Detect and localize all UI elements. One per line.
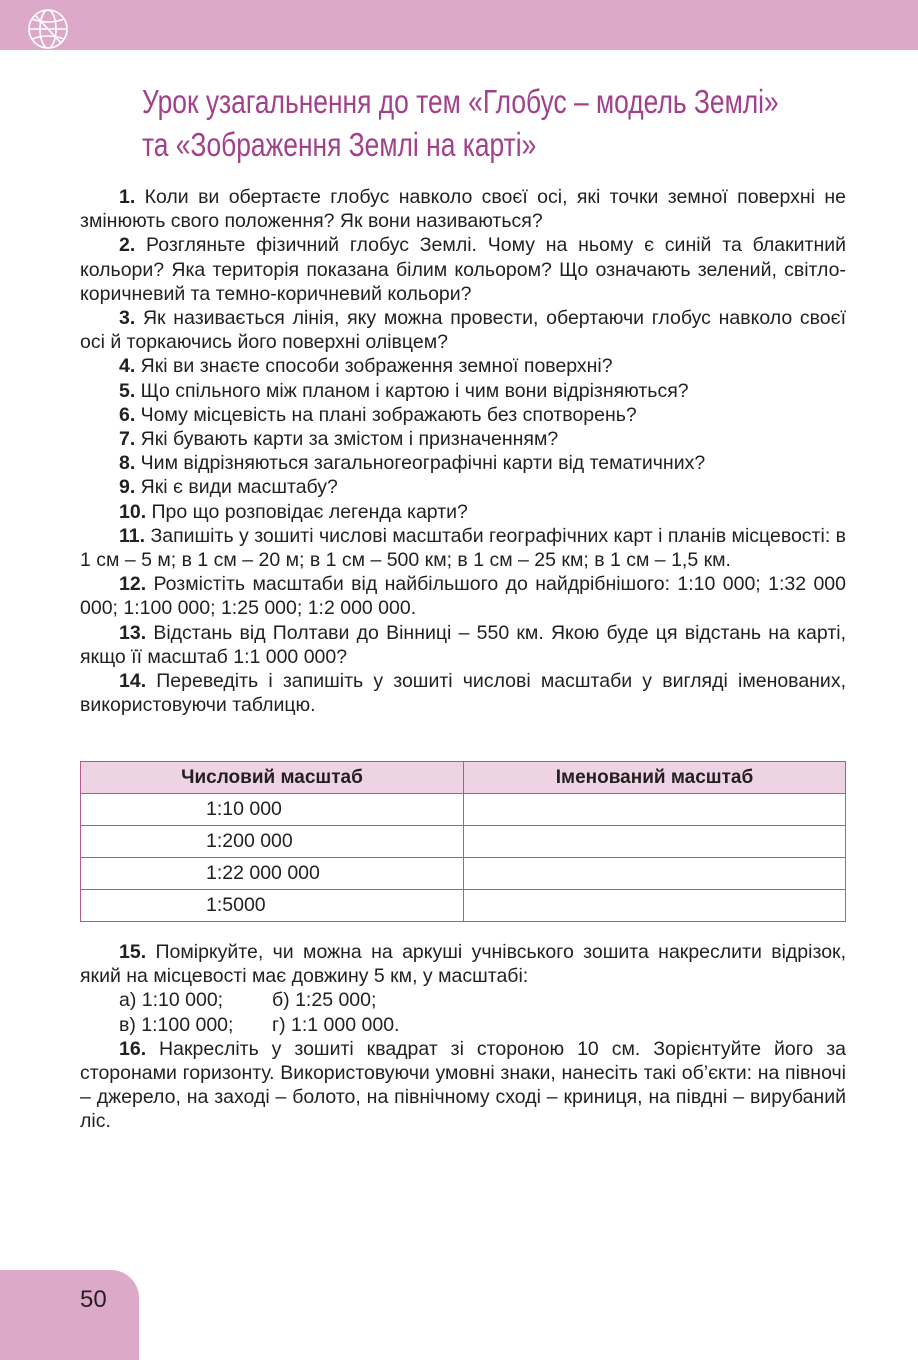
title-line-2: та «Зображення Землі на карті» [142, 126, 537, 163]
named-scale-cell [464, 858, 846, 890]
numeric-scale-cell: 1:200 000 [81, 826, 464, 858]
option-b: б) 1:25 000; [272, 989, 377, 1012]
table-row [81, 890, 846, 922]
question-text: Про що розповідає легенда карти? [146, 500, 468, 523]
questions-list [80, 185, 846, 717]
named-scale-cell [464, 890, 846, 922]
title-line-1: Урок узагальнення до тем «Глобус – модель Землі» [142, 83, 779, 120]
question-number: 12. [119, 573, 147, 596]
question-number: 3. [119, 307, 136, 330]
question-11 [80, 524, 846, 572]
question-number: 16. [119, 1037, 147, 1060]
numeric-scale-cell: 1:22 000 000 [81, 858, 464, 890]
header-named-scale: Іменований масштаб [464, 762, 846, 794]
question-text: Розмістіть масштаби від найбільшого до найдрібнішого: 1:10 000; 1:32 000 000; 1:100 000; 1:25 000; 1:2 000 000. [80, 573, 846, 620]
table-row [81, 826, 846, 858]
question-number: 10. [119, 500, 147, 523]
question-text: Поміркуйте, чи можна на аркуші учнівського зошита накреслити відрізок, який на місцевості має довжину 5 км, у масштабі: [80, 941, 846, 988]
question-number: 15. [119, 941, 147, 963]
question-13 [80, 621, 846, 669]
table-header-row [81, 762, 846, 794]
question-4 [80, 354, 846, 378]
option-c: в) 1:100 000; [119, 1013, 234, 1036]
question-number: 9. [119, 476, 136, 499]
question-text: Як називається лінія, яку можна провести, обертаючи глобус навколо своєї осі й торкаючись його поверхні олівцем? [80, 307, 846, 354]
question-12 [80, 572, 846, 620]
question-number: 14. [119, 670, 147, 693]
question-text: Які ви знаєте способи зображення земної поверхні? [135, 355, 613, 378]
named-scale-cell [464, 826, 846, 858]
header-numeric-scale: Числовий масштаб [81, 762, 464, 794]
question-9 [80, 475, 846, 499]
question-number: 11. [119, 524, 146, 547]
question-text: Чому місцевість на плані зображають без спотворень? [135, 403, 637, 426]
question-3 [80, 306, 846, 354]
question-text: Переведіть і запишіть у зошиті числові масштаби у вигляді іменованих, використовуючи таблицю. [80, 670, 846, 717]
question-5 [80, 379, 846, 403]
question-text: Розгляньте фізичний глобус Землі. Чому на ньому є синій та блакитний кольори? Яка територія показана білим кольором? Що означають зелений, світло-коричневий та темно-коричневий кольори? [80, 234, 846, 305]
questions-list-continued [80, 940, 846, 1134]
top-band [0, 0, 918, 50]
question-number: 2. [119, 234, 136, 257]
page-number-tab [0, 1270, 139, 1360]
question-8 [80, 451, 846, 475]
question-number: 7. [119, 428, 136, 451]
scales-table [80, 761, 846, 922]
question-text: Чим відрізняються загальногеографічні карти від тематичних? [135, 452, 706, 475]
question-number: 6. [119, 403, 136, 426]
question-text: Які бувають карти за змістом і призначенням? [135, 428, 559, 451]
options-line-2 [80, 1013, 846, 1037]
option-a: а) 1:10 000; [119, 989, 224, 1012]
question-text: Коли ви обертаєте глобус навколо своєї осі, які точки земної поверхні не змінюють свого положення? Як вони називаються? [80, 186, 846, 233]
question-1 [80, 185, 846, 233]
question-text: Запишіть у зошиті числові масштаби географічних карт і планів місцевості: в 1 см – 5 м; в 1 см – 20 м; в 1 см – 500 км; в 1 см – 25 км; в 1 см – 1,5 км. [80, 524, 847, 572]
question-7 [80, 427, 846, 451]
option-d: г) 1:1 000 000. [272, 1013, 400, 1036]
table-row [81, 794, 846, 826]
question-15 [80, 940, 846, 988]
question-number: 4. [119, 355, 136, 378]
options-line-1 [80, 988, 846, 1012]
page-number: 50 [80, 1286, 107, 1313]
question-10 [80, 500, 846, 524]
named-scale-cell [464, 794, 846, 826]
question-number: 1. [119, 186, 136, 208]
question-text: Що спільного між планом і картою і чим вони відрізняються? [135, 379, 689, 402]
question-number: 5. [119, 379, 136, 402]
question-number: 13. [119, 621, 147, 644]
globe-icon [25, 6, 71, 52]
question-16 [80, 1037, 846, 1134]
lesson-title [142, 80, 779, 166]
question-text: Які є види масштабу? [135, 476, 338, 499]
question-text: Накресліть у зошиті квадрат зі стороною 10 см. Зорієнтуйте його за сторонами горизонту. Використовуючи умовні знаки, нанесіть такі об’єкти: на півночі – джерело, на заході – болото, на північному сході – криниця, на півдні – вирубаний ліс. [80, 1037, 846, 1133]
numeric-scale-cell: 1:5000 [81, 890, 464, 922]
question-text: Відстань від Полтави до Вінниці – 550 км. Якою буде ця відстань на карті, якщо її масштаб 1:1 000 000? [80, 621, 846, 668]
question-2 [80, 233, 846, 306]
question-number: 8. [119, 452, 136, 475]
numeric-scale-cell: 1:10 000 [81, 794, 464, 826]
question-14 [80, 669, 846, 717]
question-6 [80, 403, 846, 427]
table-row [81, 858, 846, 890]
